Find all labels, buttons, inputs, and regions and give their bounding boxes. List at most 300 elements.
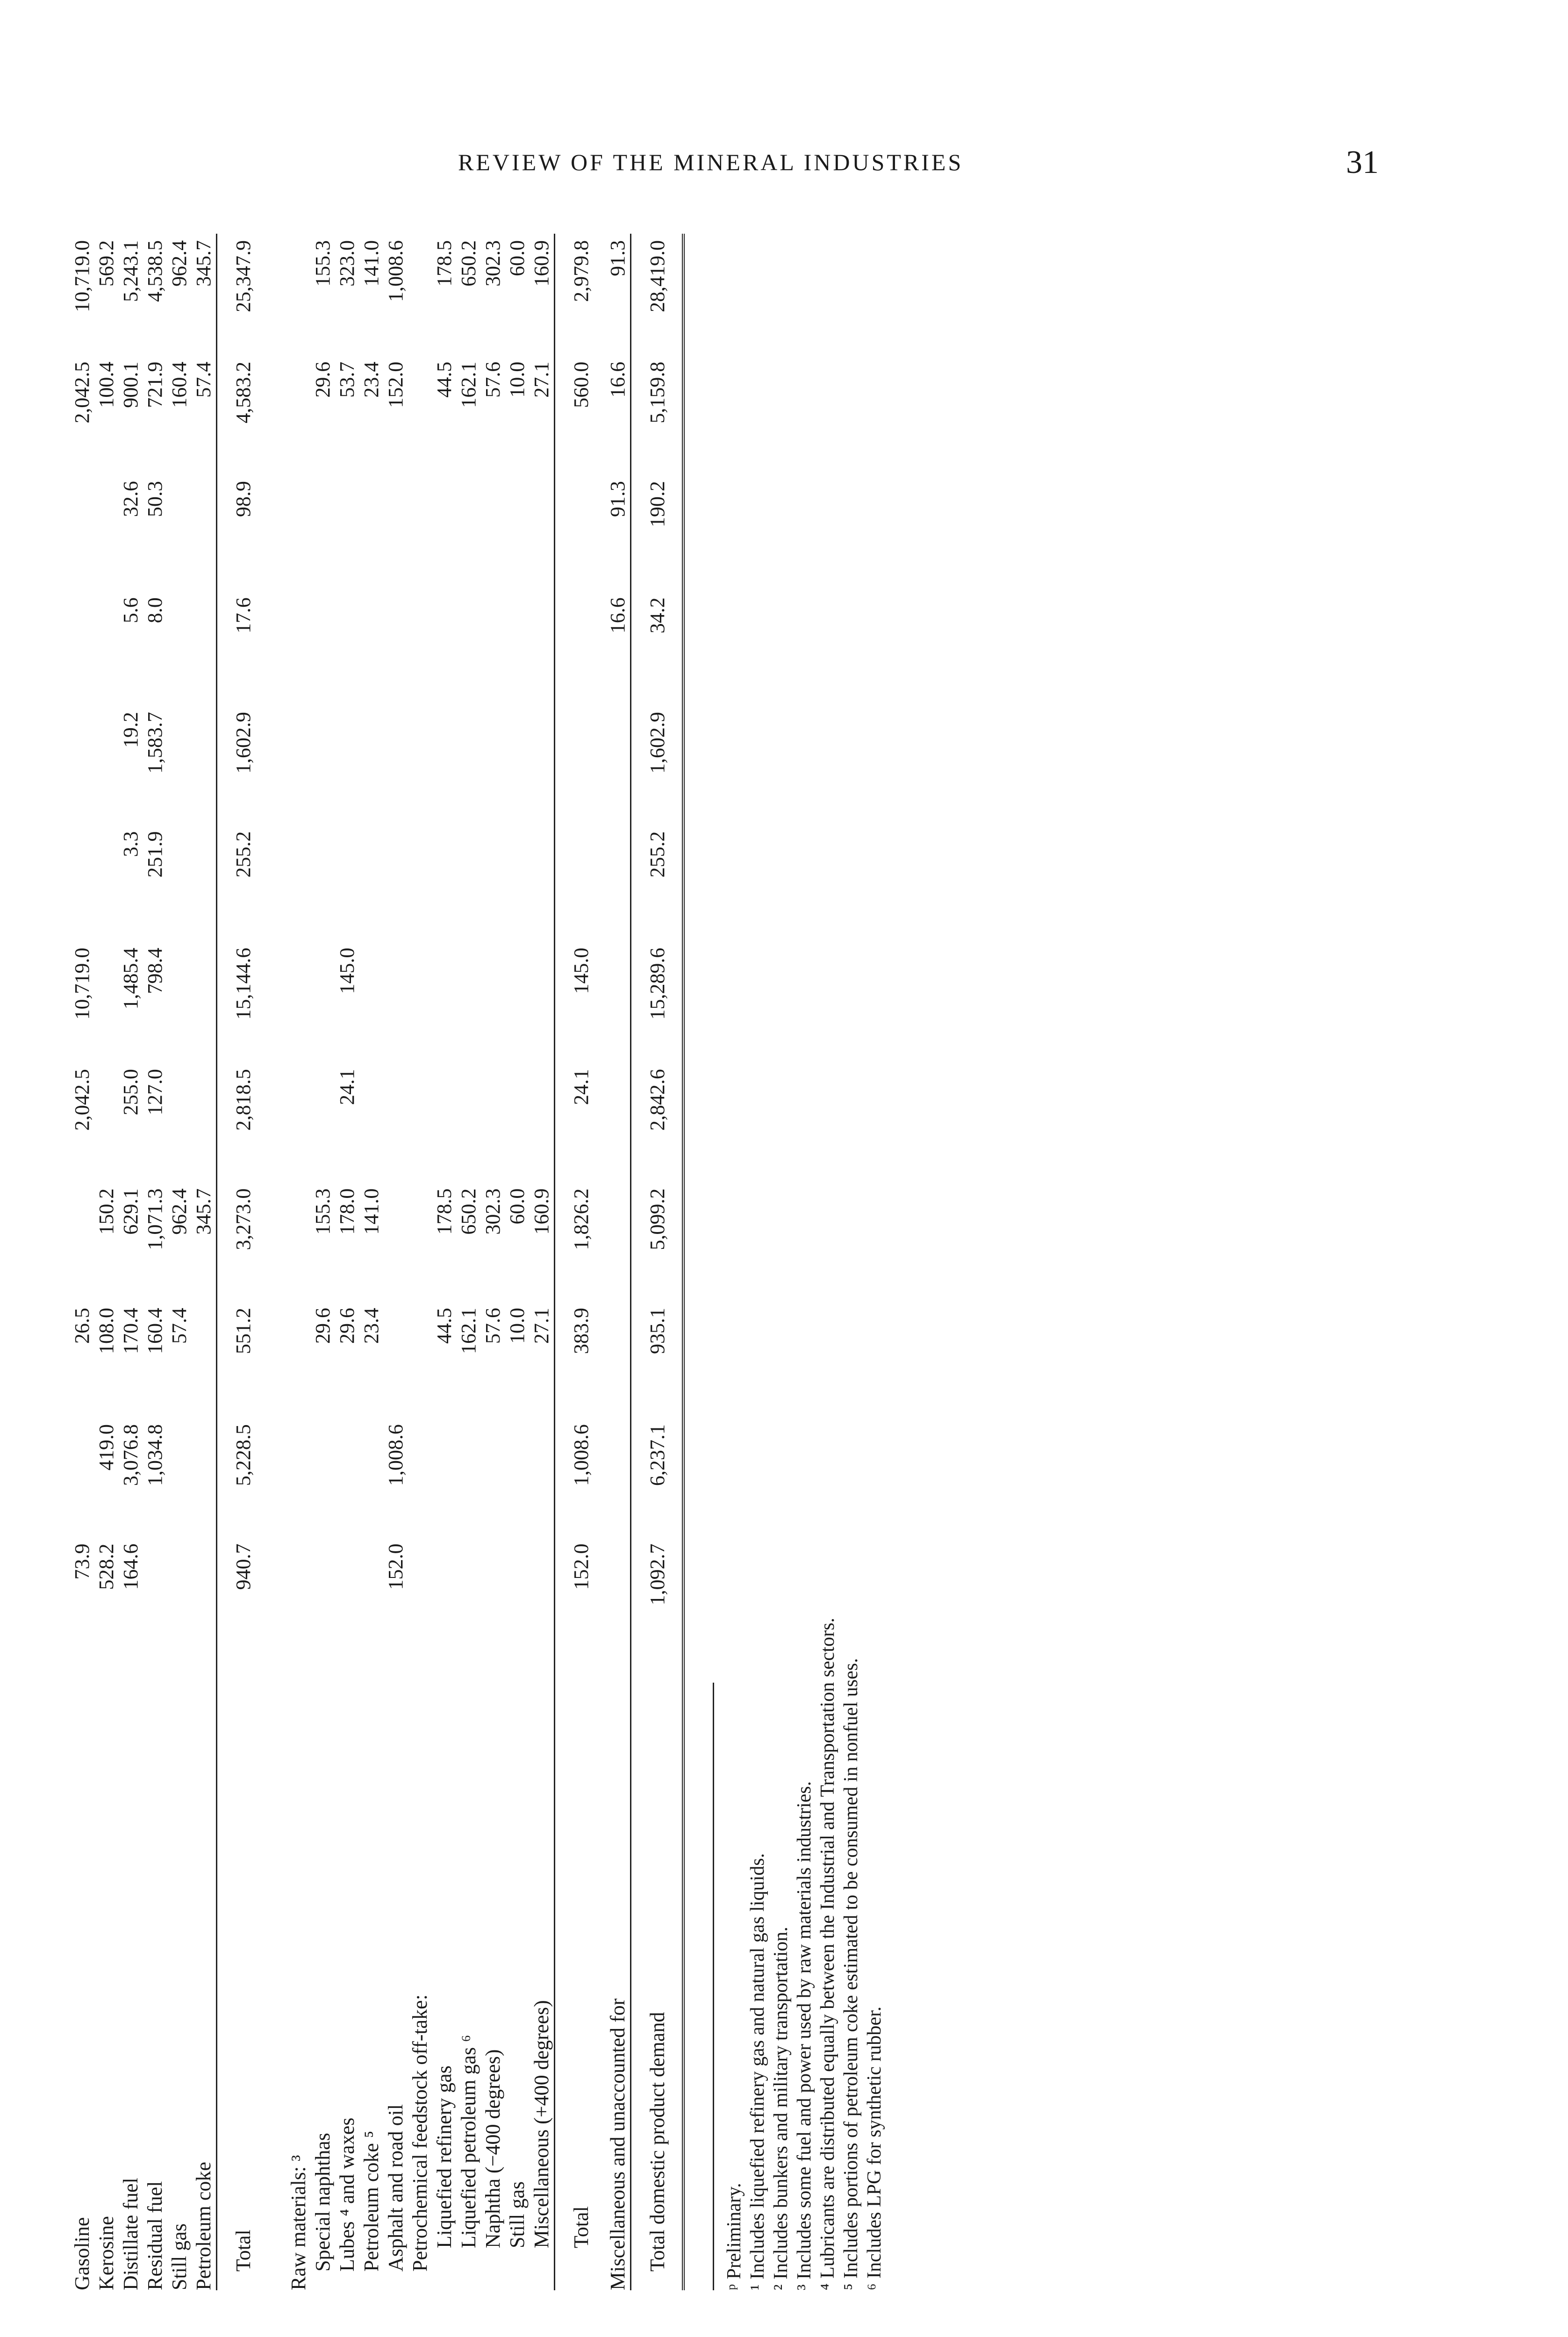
table-cell: 345.7	[192, 1188, 215, 1235]
table-cell	[268, 1301, 311, 1418]
table-cell	[555, 824, 606, 941]
table-cell: 29.6	[311, 361, 334, 398]
table-cell	[192, 941, 217, 1063]
table-cell: 141.0	[360, 1188, 383, 1235]
table-cell: 1,008.6	[384, 240, 407, 302]
table-cell: 962.4	[168, 240, 191, 287]
table-row	[359, 234, 384, 2290]
table-cell: 10.0	[506, 361, 529, 398]
page-number: 31	[1346, 144, 1379, 180]
table-body	[70, 234, 683, 2290]
table-cell: 98.9	[217, 474, 268, 591]
table-cell	[311, 705, 335, 824]
table-cell	[457, 474, 481, 591]
table-cell	[555, 474, 606, 591]
table-cell: 162.1	[457, 1307, 480, 1354]
footnote: ⁵ Includes portions of petroleum coke estimated to be consumed in nonfuel uses.	[840, 1658, 862, 2290]
table-cell	[268, 591, 311, 705]
table-cell	[384, 824, 408, 941]
table-cell: 44.5	[433, 1307, 456, 1344]
table-cell: 251.9	[143, 831, 166, 878]
table-row	[70, 234, 94, 2290]
table-cell	[606, 705, 631, 824]
petroleum-demand-table	[70, 234, 685, 2290]
table-cell	[481, 474, 505, 591]
table-cell	[457, 824, 481, 941]
table-cell	[481, 941, 505, 1063]
table-cell	[167, 474, 192, 591]
footnote: ¹ Includes liquefied refinery gas and natural gas liquids.	[747, 1853, 768, 2290]
table-cell	[192, 474, 217, 591]
table-cell: 3.3	[119, 831, 142, 857]
table-cell	[606, 941, 631, 1063]
table-cell	[94, 591, 119, 705]
table-cell	[530, 1537, 555, 1656]
table-cell: 2,979.8	[555, 234, 606, 355]
table-cell	[311, 941, 335, 1063]
table-cell: 100.4	[95, 361, 118, 408]
table-cell: 10,719.0	[71, 240, 93, 312]
table-cell	[268, 705, 311, 824]
table-cell: 91.3	[606, 240, 629, 276]
table-cell	[311, 1062, 335, 1182]
table-cell: 155.3	[311, 240, 334, 287]
table-cell: 255.2	[217, 824, 268, 941]
table-cell: 798.4	[143, 947, 166, 994]
table-cell: 5.6	[119, 597, 142, 624]
table-cell	[408, 591, 432, 705]
table-cell	[530, 941, 555, 1063]
table-cell: 50.3	[143, 481, 166, 517]
table-cell	[505, 941, 530, 1063]
table-cell	[408, 824, 432, 941]
table-cell: 1,092.7	[631, 1537, 684, 1656]
row-label: Petroleum coke ⁵	[360, 2130, 383, 2272]
table-cell: 145.0	[555, 941, 606, 1063]
table-cell: 17.6	[217, 591, 268, 705]
table-cell: 160.4	[168, 361, 191, 408]
table-cell	[311, 474, 335, 591]
table-cell	[505, 1418, 530, 1537]
table-cell	[432, 474, 457, 591]
table-cell	[70, 705, 94, 824]
table-cell: 1,583.7	[143, 712, 166, 774]
row-label: Still gas	[168, 2223, 191, 2290]
table-cell: 1,602.9	[631, 705, 684, 824]
table-cell	[408, 1537, 432, 1656]
table-cell	[606, 1301, 631, 1418]
row-label: Raw materials: ³	[287, 2155, 310, 2290]
table-cell	[384, 1301, 408, 1418]
row-label: Asphalt and road oil	[384, 2104, 407, 2272]
footnote: ⁴ Lubricants are distributed equally between the Industrial and Transportation sectors.	[817, 1618, 838, 2290]
table-cell: 5,099.2	[631, 1182, 684, 1301]
table-cell	[167, 941, 192, 1063]
table-cell: 629.1	[119, 1188, 142, 1235]
table-cell	[408, 1062, 432, 1182]
table-row	[432, 234, 457, 2290]
table-cell: 419.0	[95, 1424, 118, 1471]
row-label: Petrochemical feedstock off-take:	[408, 1994, 431, 2272]
table-cell	[268, 474, 311, 591]
table-cell	[457, 1418, 481, 1537]
table-cell: 1,071.3	[143, 1188, 166, 1250]
table-cell	[268, 355, 311, 474]
table-cell: 28,419.0	[631, 234, 684, 355]
table-row	[119, 234, 143, 2290]
table-cell	[359, 705, 384, 824]
table-cell	[457, 1537, 481, 1656]
table-cell	[555, 591, 606, 705]
table-cell	[335, 824, 359, 941]
footnote: ² Includes bunkers and military transportation.	[770, 1927, 792, 2290]
table-row	[192, 234, 217, 2290]
table-cell	[268, 1182, 311, 1301]
table-cell	[359, 824, 384, 941]
table-cell	[606, 1537, 631, 1656]
row-label: Lubes ⁴ and waxes	[336, 2117, 358, 2272]
table-cell	[192, 1062, 217, 1182]
table-cell	[311, 824, 335, 941]
table-cell	[94, 824, 119, 941]
table-cell	[192, 705, 217, 824]
table-cell: 170.4	[119, 1307, 142, 1354]
table-cell: 60.0	[506, 1188, 529, 1225]
footnotes	[713, 1618, 886, 2290]
table-cell	[606, 824, 631, 941]
row-label: Gasoline	[71, 2217, 93, 2290]
table-cell	[94, 474, 119, 591]
table-cell	[457, 705, 481, 824]
table-cell: 57.4	[168, 1307, 191, 1344]
table-cell	[432, 591, 457, 705]
table-cell	[359, 1062, 384, 1182]
table-row	[555, 234, 606, 2290]
table-cell: 23.4	[360, 1307, 383, 1344]
table-cell: 44.5	[433, 361, 456, 398]
table-cell	[311, 591, 335, 705]
table-cell	[505, 705, 530, 824]
table-cell: 29.6	[336, 1307, 358, 1344]
table-cell	[70, 1418, 94, 1537]
table-cell	[70, 474, 94, 591]
table-cell: 162.1	[457, 361, 480, 408]
table-cell	[432, 1062, 457, 1182]
table-cell	[432, 824, 457, 941]
table-cell	[408, 1301, 432, 1418]
table-cell: 935.1	[631, 1301, 684, 1418]
table-row	[94, 234, 119, 2290]
table-cell	[335, 1418, 359, 1537]
table-cell: 569.2	[95, 240, 118, 287]
table-cell: 5,159.8	[631, 355, 684, 474]
table-cell: 57.4	[192, 361, 215, 398]
table-cell	[268, 1418, 311, 1537]
table-cell	[481, 1062, 505, 1182]
table-row	[268, 234, 311, 2290]
table-cell	[192, 1418, 217, 1537]
table-cell: 141.0	[360, 240, 383, 287]
row-label: Still gas	[506, 2181, 529, 2248]
table-cell	[530, 474, 555, 591]
row-label: Petroleum coke	[192, 2162, 215, 2290]
table-cell	[505, 824, 530, 941]
table-cell: 528.2	[95, 1543, 118, 1590]
table-cell: 24.1	[555, 1062, 606, 1182]
table-cell	[530, 1062, 555, 1182]
table-cell: 5,228.5	[217, 1418, 268, 1537]
table-cell: 16.6	[606, 361, 629, 398]
table-cell: 53.7	[336, 361, 358, 398]
table-cell: 152.0	[555, 1537, 606, 1656]
table-cell	[335, 591, 359, 705]
table-cell: 4,583.2	[217, 355, 268, 474]
table-cell	[192, 591, 217, 705]
table-row	[217, 234, 268, 2290]
row-label: Kerosine	[95, 2216, 118, 2290]
table-cell	[530, 705, 555, 824]
table-cell: 152.0	[384, 361, 407, 408]
table-cell: 57.6	[481, 361, 504, 398]
table-row	[530, 234, 555, 2290]
table-cell	[530, 591, 555, 705]
table-cell	[432, 1418, 457, 1537]
table-row	[505, 234, 530, 2290]
table-cell	[530, 824, 555, 941]
table-cell: 15,144.6	[217, 941, 268, 1063]
table-cell: 10,719.0	[71, 947, 93, 1020]
table-cell	[268, 234, 311, 355]
table-cell: 1,034.8	[143, 1424, 166, 1486]
table-cell: 2,818.5	[217, 1062, 268, 1182]
table-cell	[70, 591, 94, 705]
table-row	[481, 234, 505, 2290]
table-cell: 650.2	[457, 240, 480, 287]
table-cell: 10.0	[506, 1307, 529, 1344]
table-cell	[505, 1062, 530, 1182]
table-cell	[167, 1062, 192, 1182]
table-cell: 34.2	[631, 591, 684, 705]
table-cell	[457, 941, 481, 1063]
table-cell: 1,826.2	[555, 1182, 606, 1301]
table-cell	[408, 1182, 432, 1301]
row-label: Distillate fuel	[119, 2178, 142, 2290]
table-cell: 3,076.8	[119, 1424, 142, 1486]
table-cell	[268, 824, 311, 941]
table-cell	[384, 1182, 408, 1301]
table-row	[167, 234, 192, 2290]
row-label: Liquefied refinery gas	[433, 2065, 456, 2248]
table-cell: 6,237.1	[631, 1418, 684, 1537]
table-cell: 2,042.5	[71, 1069, 93, 1131]
table-cell: 1,008.6	[384, 1424, 407, 1486]
table-cell: 160.4	[143, 1307, 166, 1354]
table-cell	[530, 1418, 555, 1537]
row-label: Miscellaneous and unaccounted for	[606, 1998, 629, 2290]
table-cell	[384, 474, 408, 591]
table-cell	[505, 591, 530, 705]
table-cell: 155.3	[311, 1188, 334, 1235]
table-cell	[167, 1537, 192, 1656]
table-cell: 26.5	[71, 1307, 93, 1344]
row-label: Naphtha (−400 degrees)	[481, 2049, 504, 2248]
table-cell: 73.9	[71, 1543, 93, 1580]
table-cell	[457, 1062, 481, 1182]
table-cell	[384, 591, 408, 705]
table-cell	[143, 1537, 167, 1656]
table-cell	[408, 705, 432, 824]
table-cell	[384, 1062, 408, 1182]
table-cell: 8.0	[143, 597, 166, 624]
table-row	[606, 234, 631, 2290]
table-cell	[384, 941, 408, 1063]
table-cell: 25,347.9	[217, 234, 268, 355]
row-label: Liquefied petroleum gas ⁶	[457, 2035, 480, 2248]
table-cell: 551.2	[217, 1301, 268, 1418]
table-cell: 91.3	[606, 481, 629, 517]
table-cell: 1,485.4	[119, 947, 142, 1010]
table-cell: 4,538.5	[143, 240, 166, 302]
table-cell	[481, 591, 505, 705]
table-cell	[555, 705, 606, 824]
table-cell: 27.1	[530, 361, 553, 398]
table-cell	[408, 941, 432, 1063]
table-cell: 19.2	[119, 712, 142, 748]
table-cell: 152.0	[384, 1543, 407, 1590]
table-cell: 2,842.6	[631, 1062, 684, 1182]
row-label: Total	[555, 1656, 606, 2290]
table-cell: 24.1	[336, 1069, 358, 1105]
table-cell: 255.0	[119, 1069, 142, 1116]
table-cell	[505, 474, 530, 591]
table-cell	[359, 591, 384, 705]
table-cell: 962.4	[168, 1188, 191, 1235]
table-cell: 32.6	[119, 481, 142, 517]
table-cell	[606, 1418, 631, 1537]
table-cell	[192, 1537, 217, 1656]
footnote: ⁶ Includes LPG for synthetic rubber.	[864, 2006, 885, 2290]
table-cell	[94, 941, 119, 1063]
table-cell: 302.3	[481, 1188, 504, 1235]
table-cell: 900.1	[119, 361, 142, 408]
table-cell: 560.0	[555, 355, 606, 474]
table-cell	[268, 941, 311, 1063]
table-cell	[192, 824, 217, 941]
table-cell	[505, 1537, 530, 1656]
table-cell: 127.0	[143, 1069, 166, 1116]
table-cell: 345.7	[192, 240, 215, 287]
row-label: Residual fuel	[143, 2181, 166, 2290]
table-cell: 27.1	[530, 1307, 553, 1344]
table-cell: 3,273.0	[217, 1182, 268, 1301]
table-cell: 150.2	[95, 1188, 118, 1235]
table-cell	[481, 1537, 505, 1656]
table-cell: 2,042.5	[71, 361, 93, 423]
table-cell: 940.7	[217, 1537, 268, 1656]
table-cell	[606, 1182, 631, 1301]
running-header: REVIEW OF THE MINERAL INDUSTRIES	[458, 149, 964, 175]
row-label: Special naphthas	[311, 2133, 334, 2272]
table-row	[631, 234, 684, 2290]
table-cell: 1,602.9	[217, 705, 268, 824]
table-cell	[268, 1537, 311, 1656]
table-cell: 178.0	[336, 1188, 358, 1235]
table-cell: 383.9	[555, 1301, 606, 1418]
row-label: Total	[217, 1656, 268, 2290]
table-cell: 650.2	[457, 1188, 480, 1235]
row-label: Total domestic product demand	[631, 1656, 684, 2290]
table-cell	[408, 1418, 432, 1537]
table-cell	[359, 474, 384, 591]
table-row	[335, 234, 359, 2290]
table-cell: 57.6	[481, 1307, 504, 1344]
table-cell	[457, 591, 481, 705]
table-cell	[408, 234, 432, 355]
table-cell	[481, 705, 505, 824]
table-cell	[268, 1062, 311, 1182]
table-cell: 255.2	[631, 824, 684, 941]
table-cell: 60.0	[506, 240, 529, 276]
table-cell	[311, 1418, 335, 1537]
table-cell	[311, 1537, 335, 1656]
table-cell: 164.6	[119, 1543, 142, 1590]
table-cell	[432, 941, 457, 1063]
table-cell: 160.9	[530, 1188, 553, 1235]
table-cell	[192, 1301, 217, 1418]
row-label: Miscellaneous (+400 degrees)	[530, 2000, 553, 2248]
table-cell: 108.0	[95, 1307, 118, 1354]
table-cell: 302.3	[481, 240, 504, 287]
table-cell	[70, 1182, 94, 1301]
table-cell	[335, 705, 359, 824]
table-cell: 1,008.6	[555, 1418, 606, 1537]
table-cell	[167, 591, 192, 705]
table-row	[311, 234, 335, 2290]
table-cell	[408, 474, 432, 591]
table-cell	[481, 824, 505, 941]
table-cell: 29.6	[311, 1307, 334, 1344]
table-cell	[481, 1418, 505, 1537]
table-cell: 178.5	[433, 1188, 456, 1235]
table-cell: 721.9	[143, 361, 166, 408]
table-cell	[94, 1062, 119, 1182]
table-cell: 15,289.6	[631, 941, 684, 1063]
footnote: ³ Includes some fuel and power used by raw materials industries.	[794, 1781, 815, 2290]
table-row	[457, 234, 481, 2290]
table-row	[408, 234, 432, 2290]
footnote: ᵖ Preliminary.	[723, 2183, 745, 2290]
table-cell: 323.0	[336, 240, 358, 287]
table-cell: 178.5	[433, 240, 456, 287]
table-cell	[359, 1537, 384, 1656]
table-cell	[408, 355, 432, 474]
table-cell	[359, 1418, 384, 1537]
rotated-table-block	[70, 234, 885, 2290]
table-cell	[335, 1537, 359, 1656]
table-cell	[167, 1418, 192, 1537]
table-cell: 16.6	[606, 597, 629, 634]
table-cell	[432, 705, 457, 824]
table-cell: 190.2	[631, 474, 684, 591]
table-cell	[167, 705, 192, 824]
table-row	[384, 234, 408, 2290]
table-cell	[94, 705, 119, 824]
table-cell: 145.0	[336, 947, 358, 994]
table-cell: 160.9	[530, 240, 553, 287]
table-cell	[359, 941, 384, 1063]
table-cell	[432, 1537, 457, 1656]
table-cell	[335, 474, 359, 591]
